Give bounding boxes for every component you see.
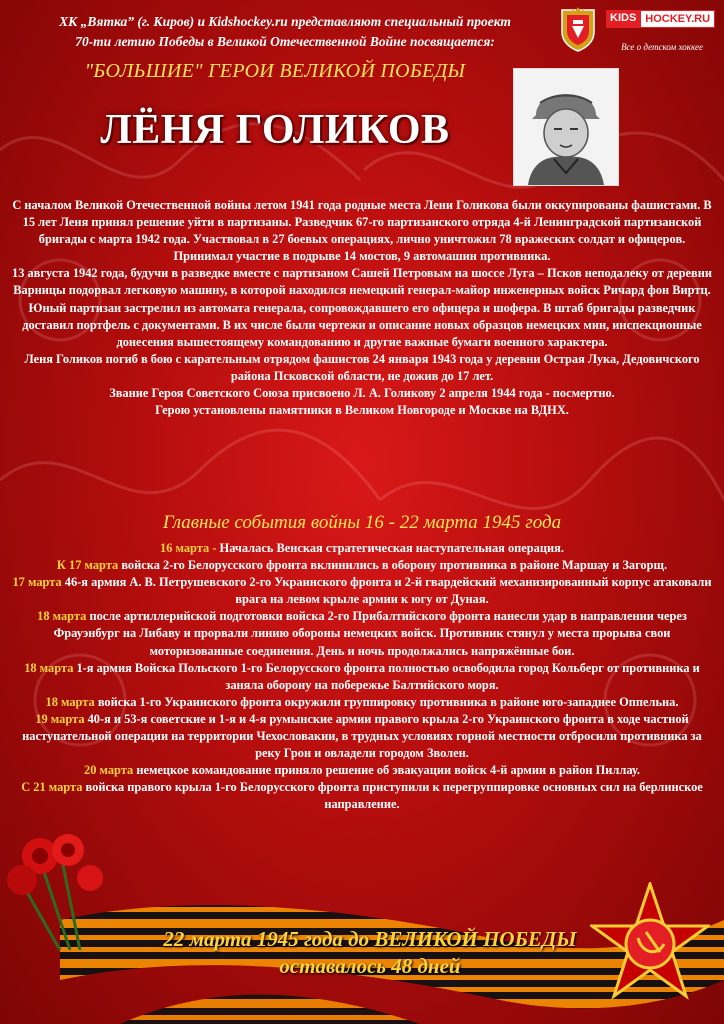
event-date: 19 марта [35, 711, 85, 726]
event-text: после артиллерийской подготовки войска 2-го Прибалтийского фронта нанесли удар в направлении через Фрауэнбург на Либаву и прорвали линию обороны немецких войск. Противник стянул у места прорыва свои моторизованные соединения. День и ночь продолжались напряжённые бои. [53, 609, 687, 658]
footer-line-1: 22 марта 1945 года до ВЕЛИКОЙ ПОБЕДЫ [163, 927, 577, 951]
events-list [10, 540, 714, 814]
event-date: К 17 марта [56, 558, 119, 573]
coat-of-arms-icon [558, 6, 598, 52]
logo-part-kids: KIDS [606, 10, 640, 28]
event-text: 1-я армия Войска Польского 1-го Белорусского фронта полностью освободила город Кольберг от противника и заняла оборону на побережье Балтийского моря. [73, 660, 700, 692]
kidshockey-logo [606, 10, 718, 52]
kidshockey-logo-wordmark [606, 10, 718, 28]
event-text: войска 2-го Белорусского фронта вклинились в оборону противника в районе Маршау и Загорщ. [118, 558, 668, 573]
event-item [10, 608, 714, 659]
event-text: войска правого крыла 1-го Белорусского фронта приступили к перегруппировке основных сил на берлинское направление. [82, 780, 703, 812]
event-date: 18 марта [37, 609, 87, 624]
event-date: 16 марта - [160, 541, 217, 555]
event-text: 40-я и 53-я советские и 1-я и 4-я румынские армии правого крыла 2-го Украинского фронта в ходе частной наступательной операции на территории Чехословакии, в трудных условиях горной местности отбросили противника за реку Грон и овладели городом Зволен. [22, 711, 702, 761]
event-text: 46-я армия А. В. Петрушевского 2-го Украинского фронта и 2-й гвардейский механизированный корпус атаковали врага на левом крыле армии к югу от Дуная. [61, 575, 712, 607]
event-date: 20 марта [84, 763, 134, 778]
header-line-2: 70-ти летию Победы в Великой Отечественной Войне посвящается: [75, 34, 495, 49]
project-title: "БОЛЬШИЕ" ГЕРОИ ВЕЛИКОЙ ПОБЕДЫ [84, 60, 466, 82]
event-text: Началась Венская стратегическая наступательная операция. [216, 541, 564, 555]
event-item [10, 660, 714, 694]
event-item [10, 557, 714, 574]
footer-text [80, 926, 660, 980]
event-text: войска 1-го Украинского фронта окружили группировку противника в районе юго-западнее Оппельна. [94, 694, 679, 709]
bio-paragraph: Герою установлены памятники в Великом Новгороде и Москве на ВДНХ. [155, 403, 569, 418]
hero-portrait [513, 68, 619, 186]
event-item [10, 694, 714, 711]
logo-part-hockey: HOCKEY.RU [640, 10, 715, 28]
bio-paragraph: Звание Героя Советского Союза присвоено Л. А. Голикову 2 апреля 1944 года - посмертно. [109, 386, 615, 401]
footer-line-2: оставалось 48 дней [279, 954, 461, 978]
bio-paragraph: С началом Великой Отечественной войны летом 1941 года родные места Лени Голикова были оккупированы фашистами. В 15 лет Леня принял решение уйти в партизаны. Разведчик 67-го партизанского отряда 4-й Ленинградской партизанской бригады с марта 1942 года. Участвовал в 27 боевых операциях, лично уничтожил 78 вражеских солдат и офицеров. Принимал участие в подрыве 14 мостов, 9 автомашин противника. [12, 198, 712, 264]
biography-text [10, 197, 714, 419]
bio-paragraph: 13 августа 1942 года, будучи в разведке вместе с партизаном Сашей Петровым на шоссе Луга – Псков неподалеку от деревни Варницы подорвал легковую машину, в которой находился немецкий генерал-майор инженерных войск Ричард фон Виртц. [12, 266, 712, 298]
header-text [20, 12, 550, 52]
event-item [10, 711, 714, 762]
event-item [10, 762, 714, 779]
events-title: Главные события войны 16 - 22 марта 1945 года [162, 512, 562, 533]
event-date: 18 марта [24, 660, 74, 675]
header-line-1: ХК „Вятка” (г. Киров) и Kidshockey.ru представляют специальный проект [59, 14, 511, 29]
event-item [10, 779, 714, 813]
bio-paragraph: Леня Голиков погиб в бою с карательным отрядом фашистов 24 января 1943 года у деревни Острая Лука, Дедовичского района Псковской области, не дожив до 17 лет. [24, 351, 700, 383]
bio-paragraph: Юный партизан застрелил из автомата генерала, сопровождавшего его офицера и шофера. В штаб бригады разведчик доставил портфель с документами. В их числе были чертежи и описание новых образцов немецких мин, инспекционные донесения вышестоящему командованию и другие важные бумаги военного характера. [22, 300, 702, 349]
event-date: 18 марта [45, 694, 95, 709]
event-date: С 21 марта [21, 780, 83, 795]
event-date: 17 марта [12, 575, 62, 590]
event-text: немецкое командование приняло решение об эвакуации войск 4-й армии в район Пиллау. [133, 763, 640, 778]
hero-name: ЛЁНЯ ГОЛИКОВ [100, 107, 450, 153]
event-item [10, 540, 714, 557]
event-item [10, 574, 714, 608]
logo-tagline: Все о детском хоккее [621, 42, 703, 52]
